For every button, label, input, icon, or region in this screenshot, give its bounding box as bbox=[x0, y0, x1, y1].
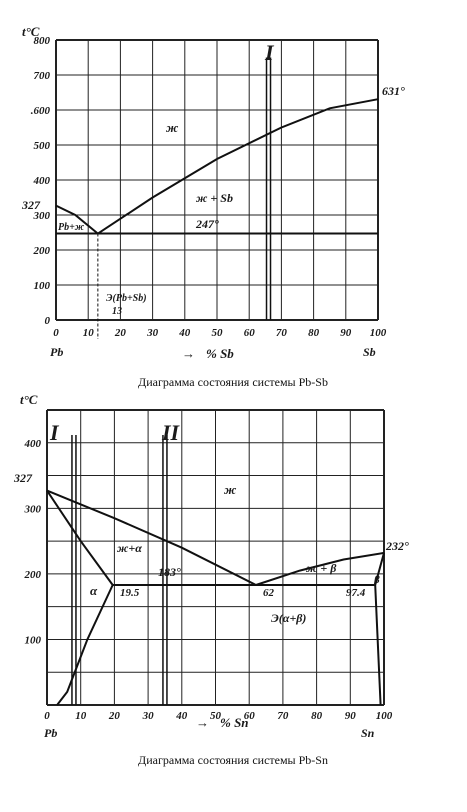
pb-sn-liquid-plus-beta-label: ж + β bbox=[306, 561, 337, 575]
pb-sb-liquid-label: ж bbox=[166, 120, 179, 135]
pb-sn-x-tick-label: 0 bbox=[44, 710, 50, 722]
pb-sn-y-tick-label: 100 bbox=[24, 634, 41, 647]
pb-sn-liquid-label: ж bbox=[224, 482, 237, 497]
pb-sb-y-tick-label: 0 bbox=[44, 315, 50, 327]
pb-sn-x-tick-label: 70 bbox=[277, 710, 289, 722]
pb-sn-x-tick-label: 20 bbox=[108, 710, 120, 722]
pb-sb-x-tick-label: 90 bbox=[340, 327, 352, 339]
pb-sb-x-tick-label: 50 bbox=[211, 327, 223, 339]
pb-sb-327-label: 327 bbox=[22, 198, 40, 212]
pb-sb-eutectic-temp-label: 247° bbox=[196, 217, 219, 231]
pb-sb-x-tick-label: 20 bbox=[114, 327, 126, 339]
pb-sb-y-axis-title: t°C bbox=[22, 24, 40, 39]
pb-sn-x-tick-labels bbox=[44, 710, 393, 722]
pb-sn-y-tick-labels bbox=[24, 438, 42, 647]
pb-sn-eutectic-temp-label: 183° bbox=[158, 565, 181, 579]
pb-sb-x-tick-label: 10 bbox=[82, 327, 94, 339]
pb-sb-sb-melting-point-label: 631° bbox=[382, 84, 405, 98]
pb-sn-liquid-plus-alpha-label: ж+α bbox=[117, 541, 142, 555]
pb-sb-alloy-marker: I bbox=[265, 40, 274, 65]
pb-sb-y-tick-labels bbox=[31, 35, 51, 327]
pb-sn-x-tick-label: 90 bbox=[344, 710, 356, 722]
pb-sn-left-component: Pb bbox=[44, 726, 58, 740]
pb-sn-x-axis-arrow: → bbox=[196, 715, 209, 730]
pb-sb-x-tick-label: 70 bbox=[275, 327, 287, 339]
pb-sb-grid bbox=[56, 40, 378, 320]
pb-sn-x-tick-label: 50 bbox=[210, 710, 221, 722]
pb-sb-x-tick-label: 0 bbox=[53, 327, 59, 339]
pb-sb-y-tick-label: 400 bbox=[33, 175, 50, 187]
pb-sn-x-tick-label: 100 bbox=[375, 710, 393, 722]
pb-sb-liquid-plus-sb-label: ж + Sb bbox=[196, 191, 233, 205]
pb-sb-x-tick-labels bbox=[53, 327, 387, 339]
pb-sb-x-axis-arrow: → bbox=[182, 346, 195, 361]
pb-sb-y-tick-label: 100 bbox=[33, 280, 50, 292]
pb-sn-sn-melting-point-label: 232° bbox=[386, 539, 409, 553]
pb-sn-x-tick-label: 30 bbox=[142, 710, 154, 722]
pb-sn-x-axis-title: % Sn bbox=[220, 715, 249, 730]
pb-sn-y-tick-label: 400 bbox=[24, 437, 41, 450]
pb-sn-x-tick-label: 80 bbox=[311, 710, 323, 722]
pb-sb-diagram bbox=[21, 24, 405, 389]
pb-sb-y-tick-label: 200 bbox=[33, 245, 50, 257]
pb-sb-liquidus-right bbox=[98, 99, 378, 233]
pb-sn-x-tick-label: 10 bbox=[75, 710, 87, 722]
pb-sn-alloy-marker-2: II bbox=[162, 420, 180, 445]
pb-sb-x-tick-label: 100 bbox=[369, 327, 387, 339]
pb-sb-x-tick-label: 40 bbox=[179, 327, 191, 339]
pb-sn-y-axis-title: t°C bbox=[20, 392, 38, 407]
pb-sb-x-tick-label: 60 bbox=[243, 327, 255, 339]
pb-sb-y-tick-label: 800 bbox=[33, 35, 50, 47]
pb-sb-y-tick-label: 700 bbox=[33, 70, 50, 82]
pb-sn-alpha-solubility-label: 19.5 bbox=[120, 587, 140, 599]
pb-sn-eutectic-label: Э(α+β) bbox=[271, 611, 307, 625]
pb-sn-alpha-label: α bbox=[90, 583, 98, 598]
pb-sb-x-tick-label: 30 bbox=[147, 327, 159, 339]
pb-sb-y-tick-label: 300 bbox=[33, 210, 50, 222]
pb-sn-alloy-marker-1: I bbox=[50, 420, 59, 445]
pb-sn-beta-label: β bbox=[374, 574, 380, 586]
pb-sb-eutectic-label: Э(Pb+Sb) bbox=[106, 293, 147, 304]
pb-sb-eutectic-pct-label: 13 bbox=[112, 306, 122, 317]
pb-sb-y-tick-label: 500 bbox=[33, 140, 50, 152]
pb-sb-left-component: Pb bbox=[50, 345, 64, 359]
pb-sn-x-tick-label: 40 bbox=[176, 710, 188, 722]
pb-sb-pb-plus-liquid-label: Pb+ж bbox=[58, 222, 85, 233]
pb-sn-eutectic-point-label: 62 bbox=[263, 587, 274, 599]
pb-sn-caption: Диаграмма состояния системы Pb-Sn bbox=[138, 753, 328, 767]
pb-sb-y-tick-label: .600 bbox=[30, 105, 50, 117]
pb-sn-diagram bbox=[13, 392, 409, 767]
pb-sb-x-tick-label: 80 bbox=[308, 327, 320, 339]
pb-sb-right-component: Sb bbox=[363, 345, 376, 359]
pb-sn-y-tick-label: 200 bbox=[24, 568, 41, 581]
pb-sn-x-tick-label: 60 bbox=[243, 710, 255, 722]
pb-sn-327-label: 327 bbox=[14, 471, 32, 485]
pb-sn-alpha-solvus bbox=[57, 585, 113, 705]
pb-sb-caption: Диаграмма состояния системы Pb-Sb bbox=[138, 375, 328, 389]
pb-sn-grid bbox=[47, 410, 384, 705]
pb-sn-y-tick-label: 300 bbox=[24, 503, 41, 516]
pb-sn-beta-solubility-label: 97.4 bbox=[346, 587, 366, 599]
pb-sn-right-component: Sn bbox=[361, 726, 375, 740]
pb-sb-x-axis-title: % Sb bbox=[206, 346, 234, 361]
